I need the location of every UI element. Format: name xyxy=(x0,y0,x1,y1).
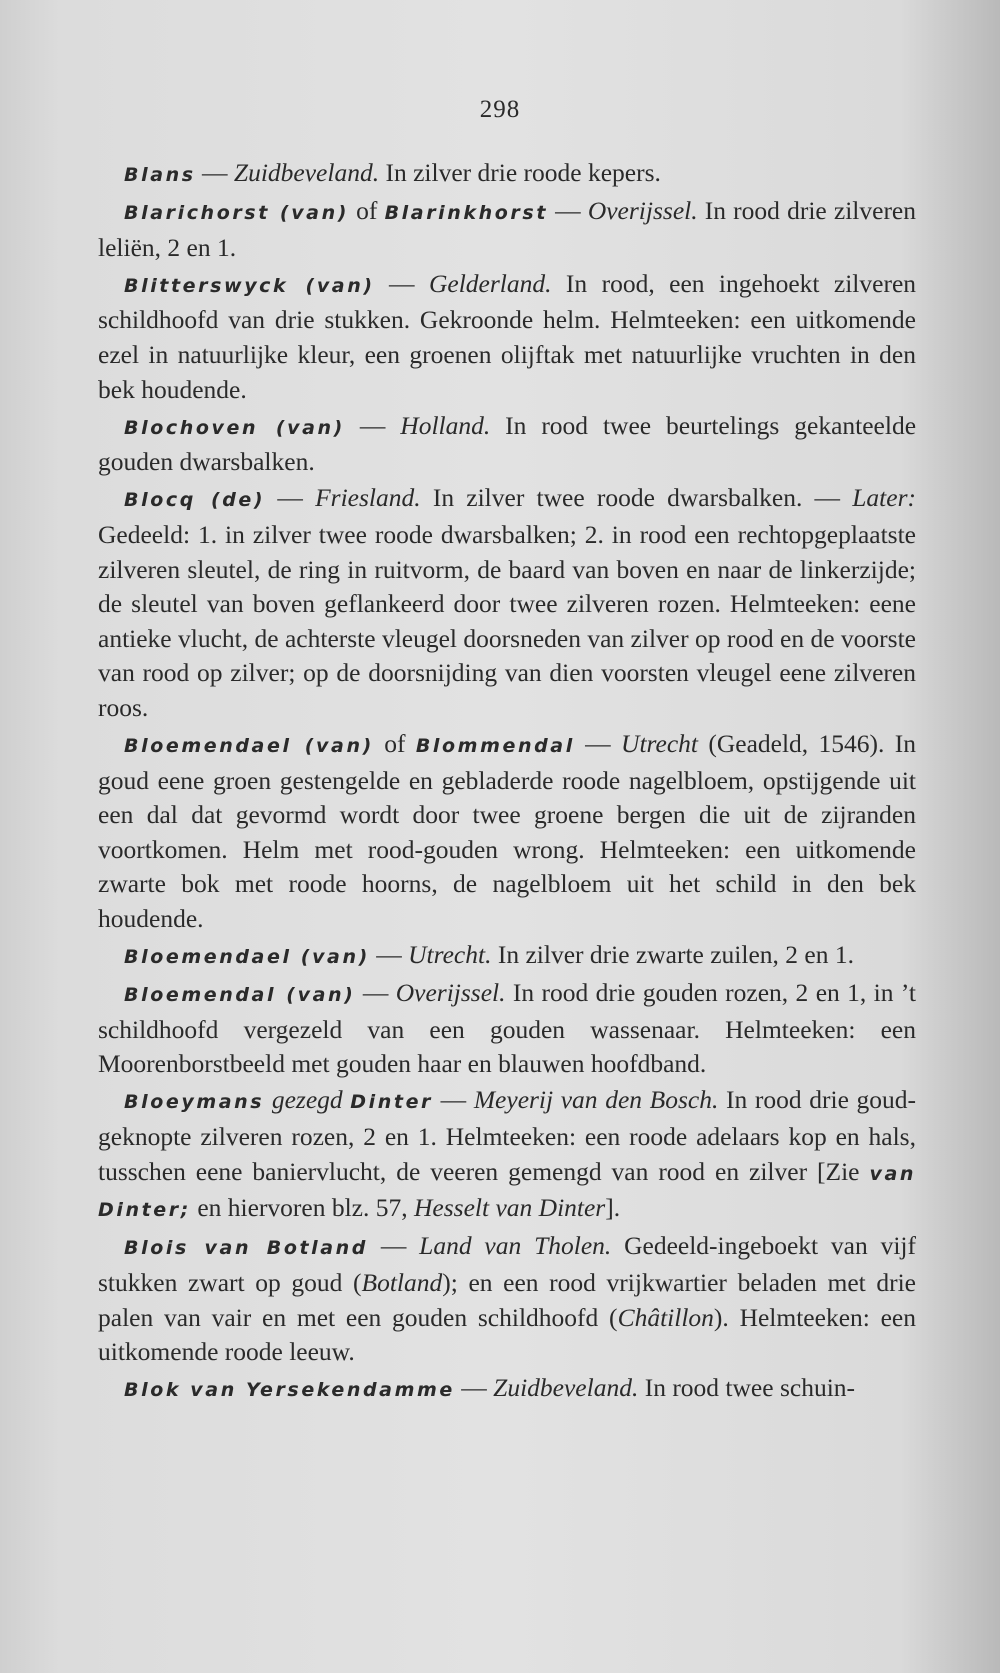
entry-alt-name: Dinter xyxy=(350,1091,434,1114)
entry-blochoven xyxy=(98,409,916,480)
entry-alias-word: gezegd xyxy=(264,1085,351,1115)
entry-name: Blok van Yersekendamme xyxy=(124,1379,455,1402)
entry-text: In zilver twee roode dwarsbalken. — xyxy=(420,483,853,513)
entry-list xyxy=(98,156,916,1409)
entry-name: Bloeymans xyxy=(124,1091,265,1114)
entry-dash: — xyxy=(265,483,316,513)
entry-blans xyxy=(98,156,916,193)
entry-region: Utrecht xyxy=(621,729,698,758)
entry-cross-reference: van Dinter; xyxy=(98,1162,916,1222)
entry-region: Holland. xyxy=(400,410,491,440)
entry-region: Zuidbeveland. xyxy=(493,1373,639,1403)
entry-region: Meyerij van den Bosch. xyxy=(473,1085,719,1115)
entry-region: Overijssel. xyxy=(587,196,698,226)
page-number: 298 xyxy=(479,96,521,123)
entry-bloemendal xyxy=(98,976,916,1082)
entry-text: In rood twee beurtelings gekanteelde gouden dwarsbalken. xyxy=(98,410,917,477)
entry-name: Bloemendal (van) xyxy=(124,984,356,1007)
entry-dash: — xyxy=(574,729,622,758)
entry-dash: — xyxy=(433,1085,474,1115)
entry-blocq xyxy=(98,481,916,725)
entry-blok-van-yersekendamme xyxy=(98,1371,916,1408)
entry-name: Bloemendael (van) xyxy=(124,735,374,757)
entry-text: en hiervoren blz. 57, xyxy=(190,1193,415,1223)
entry-text: In zilver drie zwarte zuilen, 2 en 1. xyxy=(491,940,854,970)
entry-name: Bloemendael (van) xyxy=(124,946,370,969)
entry-name: Blitterswyck (van) xyxy=(124,274,375,297)
entry-dash: — xyxy=(368,1231,420,1261)
entry-dash: — xyxy=(454,1373,494,1403)
entry-region: Friesland. xyxy=(315,483,421,513)
entry-region: Utrecht. xyxy=(408,940,492,970)
entry-italic-term: Botland xyxy=(361,1267,443,1297)
entry-alt-name: Blommendal xyxy=(415,735,575,757)
entry-conjunction: of xyxy=(373,729,416,758)
entry-dash: — xyxy=(369,940,409,970)
entry-cross-reference-name: Hesselt van Dinter xyxy=(414,1193,606,1223)
entry-text: (Geadeld, 1546). In goud eene groen gestengelde en gebladerde roode nagelbloem, opstijgende uit een dal dat gevormd wordt door twee groene bergen die uit de zijranden voortkomen. Helm met rood-gouden wrong. Helmteeken: een uitkomende zwarte bok met roode hoorns, de nagelbloem uit het schild in den bek houdende. xyxy=(98,729,916,933)
entry-text: In rood drie zilveren leliën, 2 en 1. xyxy=(98,196,917,262)
entry-text: In rood twee schuin- xyxy=(638,1373,856,1403)
entry-alt-name: Blarinkhorst xyxy=(384,202,548,225)
entry-bloeymans xyxy=(98,1083,916,1227)
entry-dash: — xyxy=(548,196,588,226)
entry-bloemendael-1 xyxy=(98,727,916,937)
entry-text: In zilver drie roode kepers. xyxy=(379,158,661,187)
entry-blarichorst xyxy=(98,194,916,265)
entry-dash: — xyxy=(195,158,234,187)
entry-blitterswyck xyxy=(98,267,916,407)
entry-text: ]. xyxy=(605,1193,621,1223)
entry-text: Gedeeld-ingeboekt van vijf stukken zwart op goud ( xyxy=(98,1231,916,1297)
entry-text: In rood, een ingehoekt zilveren schildhoofd van drie stukken. Gekroonde helm. Helmteeken: een uitkomende ezel in natuurlijke kleur, een groenen olijftak met natuurlijke vruchten in den bek houdende. xyxy=(98,268,917,404)
entry-region: Overijssel. xyxy=(395,978,506,1008)
entry-region: Zuidbeveland. xyxy=(233,158,380,187)
entry-bloemendael-2 xyxy=(98,938,916,975)
entry-text: In rood drie gouden rozen, 2 en 1, in ’t schildhoofd vergezeld van een gouden wassenaar. Helmteeken: een Moorenborstbeeld met gouden haar en blauwen hoofdband. xyxy=(98,978,917,1079)
entry-dash: — xyxy=(355,978,396,1008)
entry-name: Blocq (de) xyxy=(124,489,266,512)
entry-italic-term: Châtillon xyxy=(617,1302,714,1332)
entry-blois-van-botland xyxy=(98,1229,916,1369)
entry-text: In rood drie goud-geknopte zilveren rozen, 2 en 1. Helmteeken: een roode adelaars kop en hals, tusschen eene baniervlucht, de veeren gemengd van rood en zilver [Zie xyxy=(98,1085,917,1186)
entry-name: Blois van Botland xyxy=(124,1237,369,1260)
entry-text: Gedeeld: 1. in zilver twee roode dwarsbalken; 2. in rood een rechtopgeplaatste zilveren sleutel, de ring in ruitvorm, de baard van boven en naar de linkerzijde; de sleutel van boven geflankeerd door twee zilveren rozen. Helmteeken: eene antieke vlucht, de achterste vleugel doorsneden van zilver op rood en de voorste van rood op zilver; op de doorsnijding van dien voorsten vleugel eene zilveren roos. xyxy=(98,519,916,722)
entry-name: Blans xyxy=(124,164,196,186)
entry-conjunction: of xyxy=(349,196,385,226)
entry-name: Blarichorst (van) xyxy=(124,202,350,225)
entry-name: Blochoven (van) xyxy=(124,416,345,439)
entry-later-label: Later: xyxy=(852,483,916,513)
entry-dash: — xyxy=(344,410,401,440)
entry-text: ). Helmteeken: een uitkomende roode leeuw. xyxy=(98,1302,917,1367)
entry-region: Land van Tholen. xyxy=(419,1231,612,1261)
entry-text: ); en een rood vrijkwartier beladen met drie palen van vair en met een gouden schildhoofd ( xyxy=(98,1267,917,1332)
entry-region: Gelderland. xyxy=(428,268,552,298)
entry-dash: — xyxy=(374,268,429,298)
